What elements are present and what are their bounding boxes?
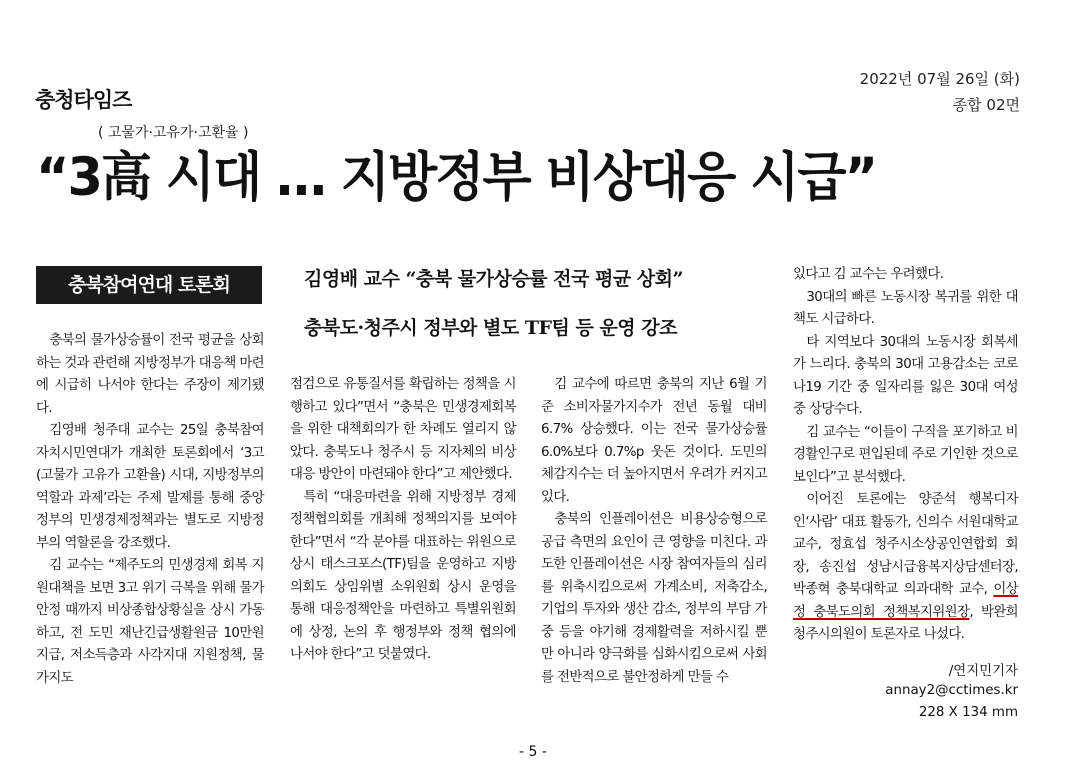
- paragraph: 충북의 인플레이션은 비용상승형으로 공급 측면의 요인이 큰 영향을 미친다. 과도한 인플레이션은 시장 참여자들의 심리를 위축시킴으로써 가계소비, 저축감소, 기업의 투자와 생산 감소, 정부의 부담 가중 등을 야기해 경제활력을 저하시킬 뿐만 아니라 양극화를 심화시킴으로써 사회를 전반적으로 불안정하게 만들 수: [541, 512, 767, 685]
- subheadline-1: 김영배 교수 “충북 물가상승률 전국 평균 상회”: [304, 268, 683, 290]
- newspaper-brand: 충청타임즈: [35, 88, 132, 112]
- paragraph: 김 교수는 “제주도의 민생경제 회복 지원대책을 보면 3고 위기 극복을 위해 물가 안정 때까지 비상종합상황실을 상시 가동하고, 전 도민 재난긴급생활원금 10만원 지급, 저소득층과 사각지대 지원정책, 물가지도: [36, 558, 264, 686]
- headline: “3高 시대 … 지방정부 비상대응 시급”: [36, 147, 877, 208]
- paragraph: 특히 “대응마련을 위해 지방정부 경제정책협의회를 개최해 정책의지를 보여야 한다”면서 “각 분야를 대표하는 위원으로 상시 태스크포스(TF)팀을 운영하고 지방의회도 상임위별 소위원회 상시 운영을 통해 대응정책안을 마련하고 특별위원회에 상정, 논의 후 행정부와 정책 협의에 나서야 한다”고 덧붙였다.: [290, 489, 516, 662]
- article-column-2: [290, 374, 516, 667]
- page-number: - 5 -: [519, 744, 547, 760]
- paragraph: [793, 489, 1018, 647]
- paragraph: 타 지역보다 30대의 노동시장 회복세가 느리다. 충북의 30대 고용감소는 코로나19 기간 중 일자리를 잃은 30대 여성 중 상당수다.: [793, 334, 1018, 417]
- section-label: 종합 02면: [952, 96, 1020, 114]
- article-column-1: [36, 330, 264, 690]
- reporter-byline: /연지민기자: [948, 664, 1018, 679]
- text-run: , 박완희 청주시의원이 토론자로 나섰다.: [793, 604, 1018, 642]
- article-column-3: [541, 374, 767, 689]
- paragraph: 김 교수에 따르면 충북의 지난 6월 기준 소비자물가지수가 전년 동월 대비 6.7% 상승했다. 이는 전국 물가상승률 6.0%보다 0.7%p 웃돈 것이다. 도민의 체감지수는 더 높아지면서 우려가 커지고 있다.: [541, 377, 767, 505]
- publish-date: 2022년 07월 26일 (화): [859, 70, 1020, 88]
- highlighted-name: 이상정 충북도의회 정책복지위원장: [793, 582, 1018, 620]
- paragraph: 30대의 빠른 노동시장 복귀를 위한 대책도 시급하다.: [793, 289, 1018, 327]
- paragraph: 있다고 김 교수는 우려했다.: [793, 267, 944, 282]
- article-size: 228 X 134 mm: [918, 705, 1018, 720]
- article-column-4: [793, 264, 1018, 647]
- paragraph: 점검으로 유통질서를 확립하는 정책을 시행하고 있다”면서 “충북은 민생경제회복을 위한 대책회의가 한 차례도 열리지 않았다. 충북도나 청주시 등 지자체의 비상대응 방안이 마련돼야 한다”고 제안했다.: [290, 377, 516, 482]
- paragraph: 충북의 물가상승률이 전국 평균을 상회하는 것과 관련해 지방정부가 대응책 마련에 시급히 나서야 한다는 주장이 제기됐다.: [36, 333, 264, 416]
- paragraph: 김영배 청주대 교수는 25일 충북참여자치시민연대가 개최한 토론회에서 ‘3고(고물가 고유가 고환율) 시대, 지방정부의 역할과 과제’라는 주제 발제를 통해 중앙 정부의 민생경제정책과는 별도로 지방정부의 역할론을 강조했다.: [36, 423, 264, 551]
- reporter-email: annay2@cctimes.kr: [885, 683, 1018, 698]
- subheadline-2: 충북도·청주시 정부와 별도 TF팀 등 운영 강조: [304, 317, 677, 339]
- paragraph: 김 교수는 “이들이 구직을 포기하고 비경활인구로 편입된데 주로 기인한 것으로 보인다”고 분석했다.: [793, 424, 1018, 485]
- headline-kicker: ( 고물가·고유가·고환율 ): [98, 125, 249, 141]
- event-tag: 충북참여연대 토론회: [36, 266, 262, 304]
- text-run: 이어진 토론에는 양준석 행복디자인‘사람’ 대표 활동가, 신의수 서원대학교 교수, 정효섭 청주시소상공인연합회 회장, 송진섭 성남시급융복지상담센터장, 박종혁 충북대학교 의과대학 교수,: [793, 492, 1018, 597]
